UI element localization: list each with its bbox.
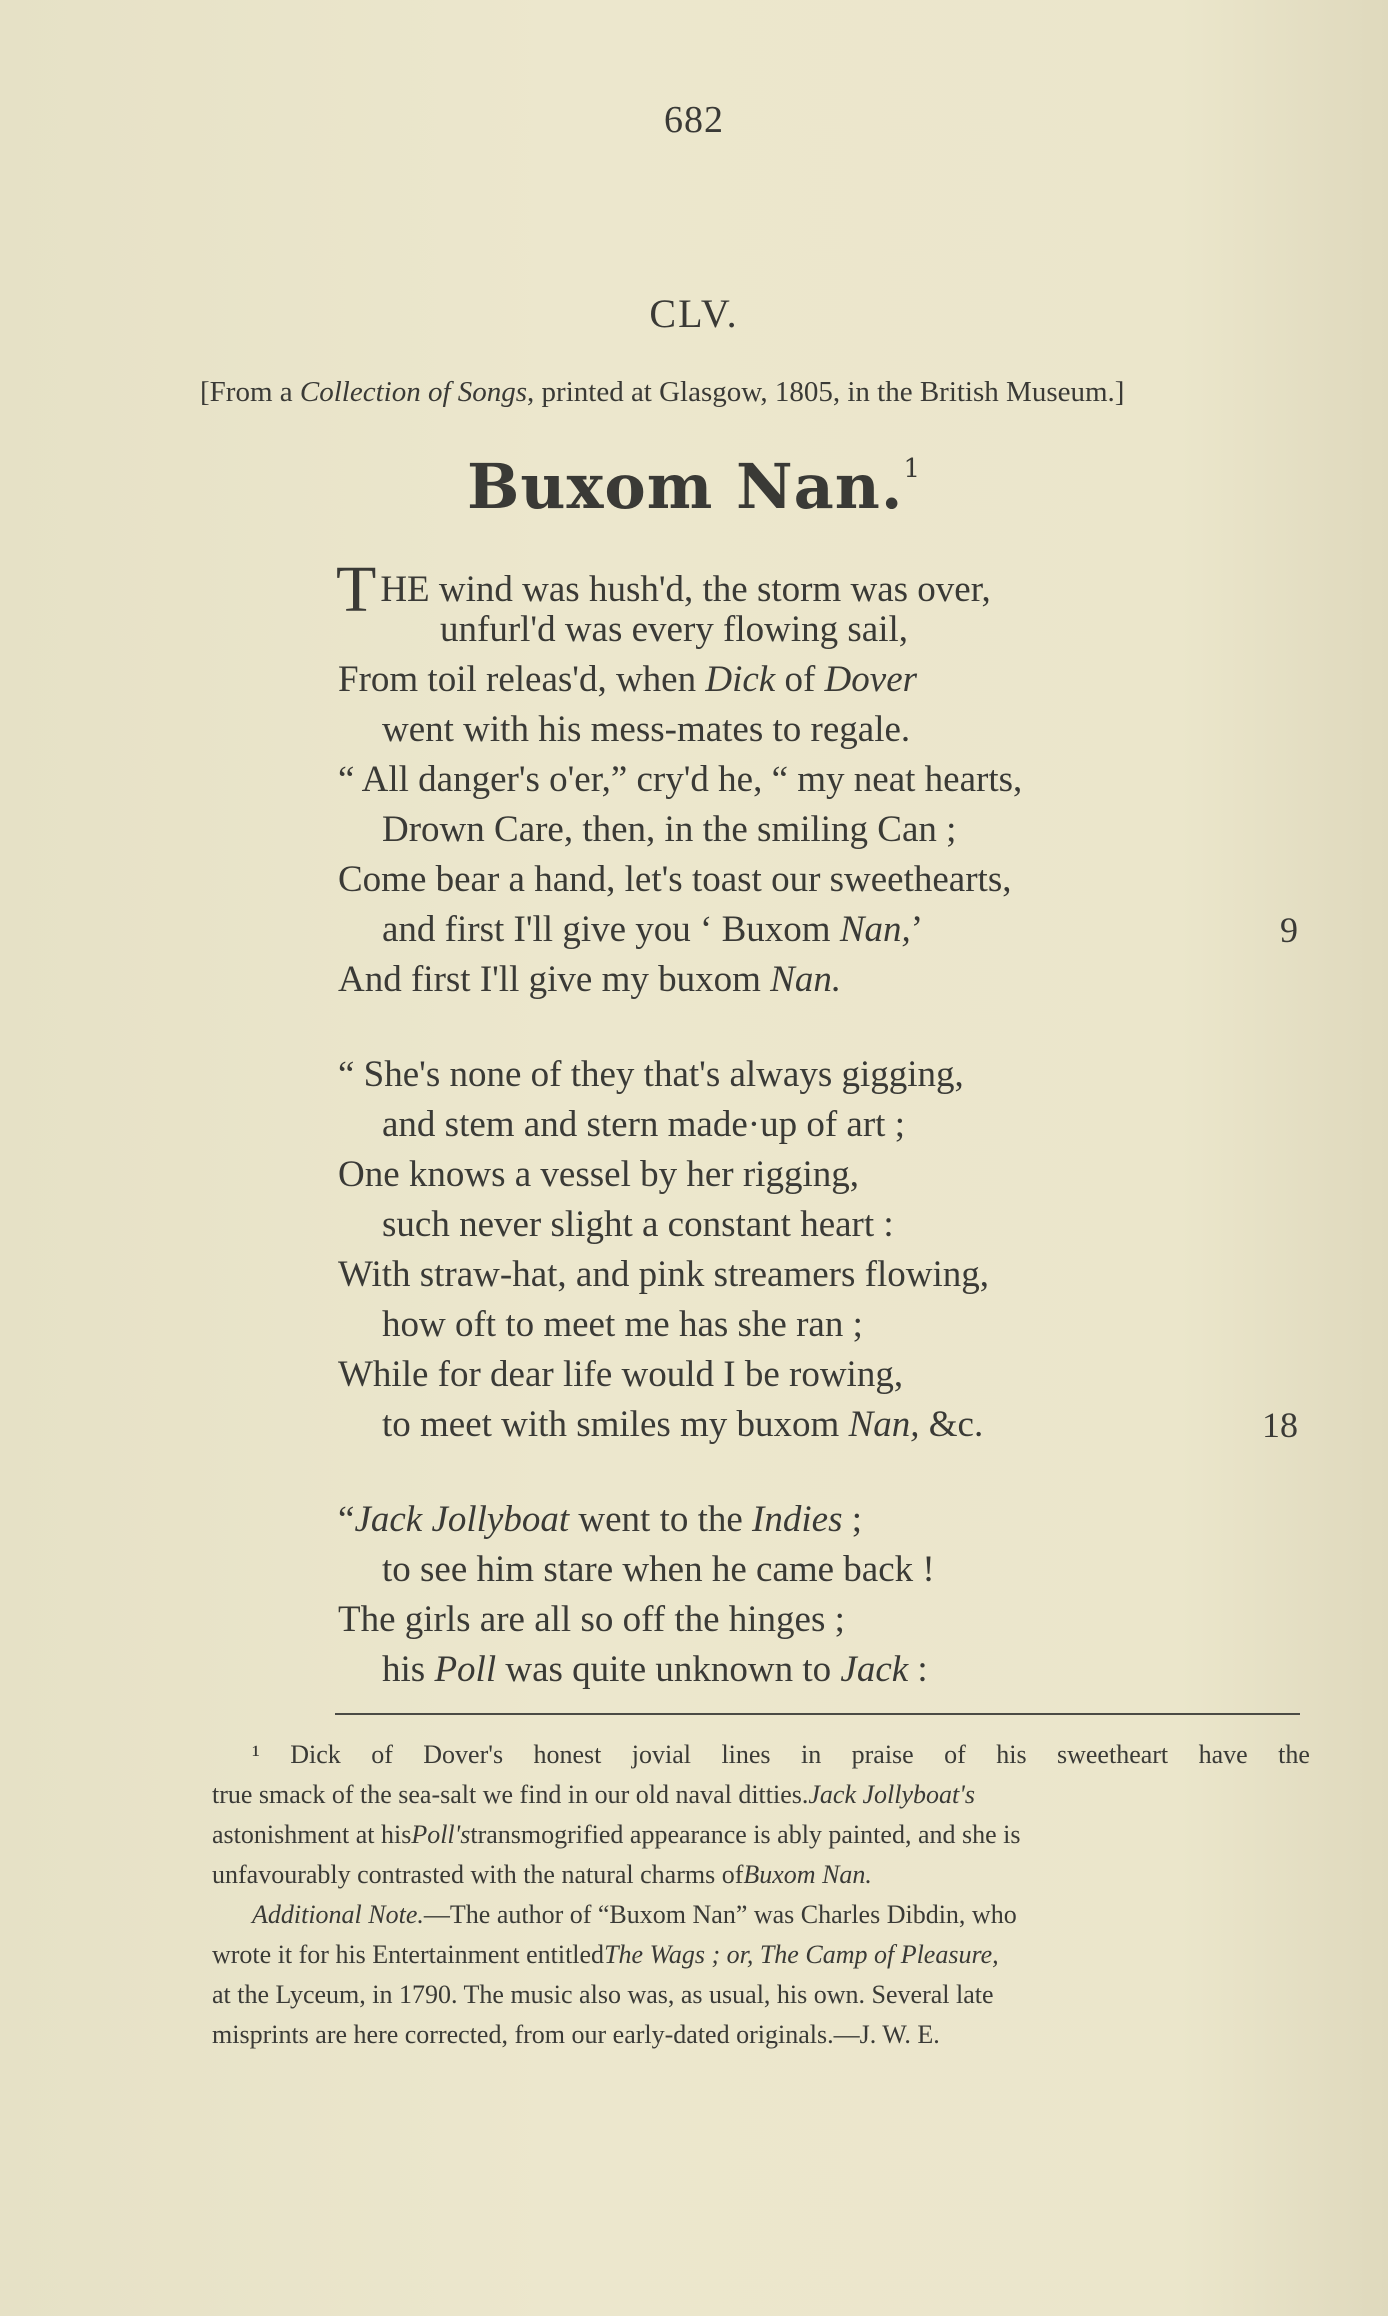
poem-line-italic: Nan. — [770, 959, 842, 1000]
poem-line-italic: Dover — [824, 659, 918, 700]
section-number: CLV. — [649, 291, 739, 336]
poem-line-text: of — [775, 659, 825, 700]
footnote-italic: Poll's — [411, 1820, 471, 1849]
poem-line-text: ’ — [910, 909, 924, 950]
footnote-word: praise — [851, 1740, 914, 1769]
poem-line: While for dear life would I be rowing, — [338, 1354, 904, 1395]
poem-line-italic: Nan, — [848, 1404, 920, 1445]
footnote-word: have — [1198, 1740, 1248, 1769]
drop-cap: T — [336, 553, 377, 626]
footnote-text: true smack of the sea-salt we find in our old naval ditties. — [212, 1780, 809, 1809]
poem-line: With straw-hat, and pink streamers flowing, — [338, 1254, 989, 1295]
page-number: 682 — [664, 99, 724, 141]
footnote-text: unfavourably contrasted with the natural charms of — [212, 1860, 744, 1889]
line-number: 18 — [1262, 1405, 1298, 1445]
poem-line-text: and first I'll give you ‘ Buxom — [382, 909, 840, 950]
poem-line-italic: Nan, — [839, 909, 911, 950]
footnote-line — [212, 1935, 1310, 1975]
footnote-word: Dick — [290, 1740, 341, 1769]
footnote-word: jovial — [631, 1740, 692, 1769]
footnote-text: transmogrified appearance is ably painted, and she is — [470, 1820, 1021, 1849]
poem-line-text: From toil releas'd, when — [338, 659, 706, 700]
footnote-word: of — [371, 1740, 393, 1769]
poem-line: “ All danger's o'er,” cry'd he, “ my neat hearts, — [338, 759, 1023, 800]
poem-line — [338, 905, 1298, 955]
poem-line: to see him stare when he came back ! — [382, 1549, 935, 1590]
poem-line — [336, 553, 1298, 626]
footnote-mark: ¹ — [252, 1740, 260, 1769]
poem-line: unfurl'd was every flowing sail, — [440, 609, 909, 650]
poem-line-text: went to the — [569, 1499, 753, 1540]
poem-line-text: &c. — [919, 1404, 984, 1445]
footnote-word: sweetheart — [1057, 1740, 1169, 1769]
poem-line: such never slight a constant heart : — [382, 1204, 894, 1245]
poem-line: The girls are all so off the hinges ; — [338, 1599, 845, 1640]
poem-body — [338, 555, 1298, 1695]
line-number: 9 — [1280, 910, 1298, 950]
footnote-word: of — [944, 1740, 966, 1769]
poem-line: and stem and stern made·up of art ; — [382, 1104, 905, 1145]
footnote-text: —The author of “Buxom Nan” was Charles Dibdin, who — [423, 1900, 1017, 1929]
footnote-line: misprints are here corrected, from our early-dated originals.—J. W. E. — [212, 2020, 940, 2049]
footnotes — [212, 1735, 1310, 2055]
footnote-text: astonishment at his — [212, 1820, 412, 1849]
poem-line-text: ; — [842, 1499, 863, 1540]
footnote-divider — [335, 1713, 1300, 1715]
source-suffix: , printed at Glasgow, 1805, in the British Museum.] — [527, 376, 1125, 408]
footnote-italic: The Wags ; or, The Camp of Pleasure, — [604, 1940, 999, 1969]
footnote-text: wrote it for his Entertainment entitled — [212, 1940, 605, 1969]
title-footnote-mark: 1 — [903, 454, 922, 484]
poem-line — [338, 655, 1298, 705]
footnote-word: the — [1278, 1740, 1310, 1769]
poem-line-text: “ — [338, 1499, 355, 1540]
footnote-word: honest — [533, 1740, 602, 1769]
poem-line: Drown Care, then, in the smiling Can ; — [382, 809, 957, 850]
footnote-italic: Buxom Nan. — [743, 1860, 872, 1889]
footnote-line — [212, 1815, 1310, 1855]
source-prefix: [From a — [200, 376, 300, 408]
poem-line — [338, 1495, 1298, 1545]
source-collection: Collection of Songs — [299, 376, 528, 408]
footnote-line: at the Lyceum, in 1790. The music also was, as usual, his own. Several late — [212, 1980, 994, 2009]
poem-line: One knows a vessel by her rigging, — [338, 1154, 859, 1195]
poem-line-italic: Jack Jollyboat — [354, 1499, 570, 1540]
poem-title — [0, 450, 1388, 523]
source-note — [200, 376, 1300, 409]
footnote-word: lines — [721, 1740, 771, 1769]
poem-line: how oft to meet me has she ran ; — [382, 1304, 863, 1345]
poem-line: Come bear a hand, let's toast our sweethearts, — [338, 859, 1012, 900]
poem-line-text: : — [908, 1649, 928, 1690]
footnote-line — [212, 1735, 1310, 1775]
poem-line-text: was quite unknown to — [496, 1649, 841, 1690]
poem-line-text: his — [382, 1649, 435, 1690]
footnote-line — [212, 1775, 1310, 1815]
poem-line: went with his mess-mates to regale. — [382, 709, 911, 750]
poem-line — [338, 1400, 1298, 1450]
poem-line-italic: Indies — [752, 1499, 843, 1540]
poem-line-italic: Dick — [705, 659, 776, 700]
poem-line-text: to meet with smiles my buxom — [382, 1404, 849, 1445]
poem-line-text: And first I'll give my buxom — [338, 959, 771, 1000]
poem-line-italic: Jack — [840, 1649, 909, 1690]
poem-line-text: HE wind was hush'd, the storm was over, — [380, 569, 991, 610]
poem-line: “ She's none of they that's always gigging, — [338, 1054, 964, 1095]
footnote-line — [212, 1855, 1310, 1895]
footnote-word: in — [800, 1740, 822, 1769]
poem-title-text: Buxom Nan. — [466, 450, 904, 523]
poem-line — [338, 955, 1298, 1005]
footnote-line — [212, 1895, 1310, 1935]
footnote-word: his — [996, 1740, 1027, 1769]
footnote-italic: Additional Note. — [252, 1900, 424, 1929]
footnote-word: Dover's — [423, 1740, 504, 1769]
footnote-italic: Jack Jollyboat's — [808, 1780, 975, 1809]
poem-line — [338, 1645, 1298, 1695]
poem-line-italic: Poll — [434, 1649, 497, 1690]
